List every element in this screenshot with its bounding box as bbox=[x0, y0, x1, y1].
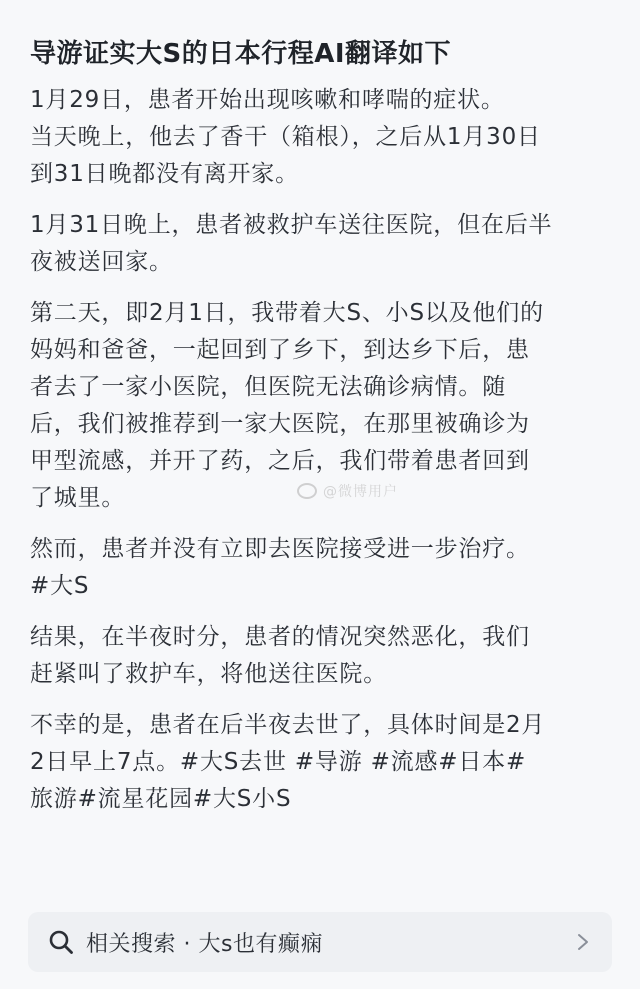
paragraph-line: 者去了一家小医院，但医院无法确诊病情。随 bbox=[30, 374, 506, 400]
paragraph-line: 当天晚上，他去了香干（箱根），之后从1月30日 bbox=[30, 124, 541, 150]
paragraph-line: 第二天，即2月1日，我带着大S、小S以及他们的 bbox=[30, 300, 544, 326]
post-paragraph bbox=[30, 295, 610, 517]
paragraph-line: 赶紧叫了救护车，将他送往医院。 bbox=[30, 661, 387, 687]
post-paragraph bbox=[30, 619, 610, 693]
paragraph-line: 夜被送回家。 bbox=[30, 249, 173, 275]
post-paragraph bbox=[30, 82, 610, 193]
post-title: 导游证实大S的日本行程AI翻译如下 bbox=[30, 39, 452, 69]
paragraph-line: 妈妈和爸爸，一起回到了乡下，到达乡下后，患 bbox=[30, 337, 530, 363]
chevron-right-icon bbox=[576, 932, 590, 952]
paragraph-line-with-hashtags[interactable]: 2日早上7点。#大S去世 #导游 #流感#日本# bbox=[30, 749, 527, 775]
paragraph-line: 到31日晚都没有离开家。 bbox=[30, 161, 299, 187]
hashtag-line[interactable]: 旅游#流星花园#大S小S bbox=[30, 786, 292, 812]
post-paragraph bbox=[30, 207, 610, 281]
paragraph-line: 1月31日晚上，患者被救护车送往医院，但在后半 bbox=[30, 212, 553, 238]
paragraph-line: 然而，患者并没有立即去医院接受进一步治疗。 bbox=[30, 536, 530, 562]
related-search-label: 相关搜索 · 大s也有癫痫 bbox=[86, 931, 323, 957]
paragraph-line: 1月29日，患者开始出现咳嗽和哮喘的症状。 bbox=[30, 87, 505, 113]
watermark-text: @微博用户 bbox=[323, 484, 398, 500]
paragraph-line: 不幸的是，患者在后半夜去世了，具体时间是2月 bbox=[30, 712, 546, 738]
paragraph-line: 甲型流感，并开了药，之后，我们带着患者回到 bbox=[30, 448, 530, 474]
paragraph-line: 了城里。 bbox=[30, 485, 126, 511]
post-paragraph bbox=[30, 531, 610, 605]
paragraph-line: 结果，在半夜时分，患者的情况突然恶化，我们 bbox=[30, 624, 530, 650]
paragraph-line: 后，我们被推荐到一家大医院，在那里被确诊为 bbox=[30, 411, 530, 437]
hashtag-link[interactable]: #大S bbox=[30, 573, 90, 599]
related-search-bar[interactable] bbox=[28, 912, 612, 972]
post-paragraph bbox=[30, 707, 610, 818]
search-icon bbox=[48, 929, 74, 955]
